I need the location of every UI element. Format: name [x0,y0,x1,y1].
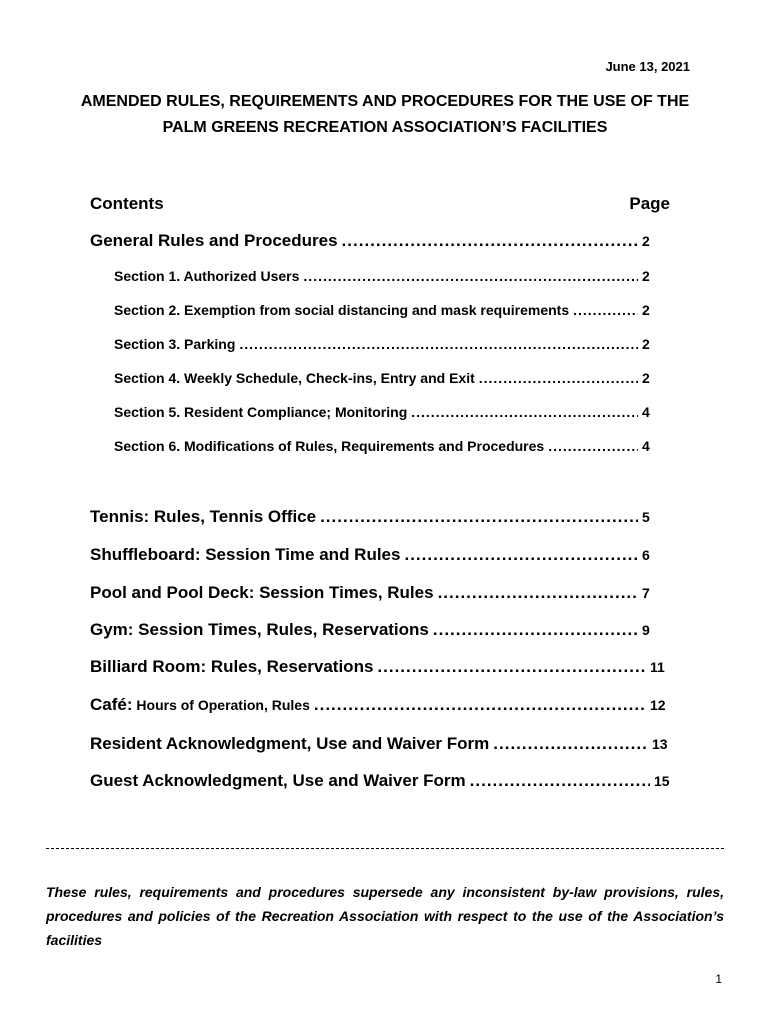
dot-leader [239,336,638,352]
toc-label: Tennis: Rules, Tennis Office [90,507,317,526]
page-number: 1 [715,972,722,986]
dot-leader [303,268,638,284]
dot-leader [438,583,638,603]
toc-label: Pool and Pool Deck: Session Times, Rules [90,583,434,602]
toc-label [90,695,310,715]
toc-entry-billiard [90,657,674,677]
toc-entry-section-5 [114,404,666,420]
toc-label: Section 1. Authorized Users [114,268,300,284]
supersede-note: These rules, requirements and procedures supersede any inconsistent by-law provisions, rules, procedures and policies of the Recreation Association with respect to the use of the Association’s facilities [46,884,724,948]
dot-leader [479,370,638,386]
toc-page: 2 [642,233,650,249]
toc-entry-section-1 [114,268,666,284]
toc-page: 2 [642,302,650,318]
toc-page: 4 [642,404,650,420]
toc-label: Resident Acknowledgment, Use and Waiver Form [90,734,490,753]
dot-leader [314,695,646,715]
toc-page: 11 [650,659,665,675]
page-heading: Page [629,194,670,213]
toc-entry-section-2 [114,302,666,318]
toc-label: Section 5. Resident Compliance; Monitoring [114,404,408,420]
dot-leader [493,734,648,754]
toc-page: 2 [642,336,650,352]
contents-heading: Contents [90,194,164,213]
toc-label: Shuffleboard: Session Time and Rules [90,545,401,564]
dot-leader [470,771,650,791]
toc-label: Gym: Session Times, Rules, Reservations [90,620,429,639]
toc-page: 15 [654,773,670,789]
dot-leader [573,302,638,318]
dot-leader [342,231,638,251]
title-line-1: AMENDED RULES, REQUIREMENTS AND PROCEDURES FOR THE USE OF THE [80,93,690,110]
toc-entry-tennis [90,507,666,527]
dashed-divider [46,848,724,849]
toc-page: 13 [652,736,668,752]
toc-page: 2 [642,268,650,284]
toc-entry-resident-form [90,734,676,754]
dot-leader [377,657,646,677]
toc-entry-general-rules [90,231,666,251]
document-date: June 13, 2021 [605,59,690,74]
toc-entry-section-6 [114,438,666,454]
toc-page: 7 [642,585,650,601]
toc-entry-section-4 [114,370,666,386]
toc-label: Guest Acknowledgment, Use and Waiver Form [90,771,466,790]
toc-page: 6 [642,547,650,563]
toc-label: Section 3. Parking [114,336,236,352]
toc-label-sub: Hours of Operation, Rules [132,697,310,713]
toc-label: General Rules and Procedures [90,231,338,250]
toc-page: 5 [642,509,650,525]
toc-page: 4 [642,438,650,454]
toc-entry-guest-form [90,771,678,791]
toc-entry-section-3 [114,336,666,352]
toc-page: 2 [642,370,650,386]
dot-leader [411,404,638,420]
toc-entry-shuffleboard [90,545,666,565]
toc-page: 9 [642,622,650,638]
dot-leader [433,620,638,640]
toc-page: 12 [650,697,666,713]
document-title [0,89,770,141]
toc-label: Section 6. Modifications of Rules, Requirements and Procedures [114,438,545,454]
dot-leader [404,545,638,565]
toc-label: Billiard Room: Rules, Reservations [90,657,374,676]
toc-label: Section 4. Weekly Schedule, Check-ins, Entry and Exit [114,370,475,386]
toc-entry-gym [90,620,666,640]
dot-leader [548,438,638,454]
dot-leader [320,507,638,527]
toc-label: Section 2. Exemption from social distancing and mask requirements [114,302,570,318]
toc-label-main: Café: [90,695,133,714]
title-line-2: PALM GREENS RECREATION ASSOCIATION’S FACILITIES [162,119,608,136]
toc-entry-pool [90,583,666,603]
toc-entry-cafe [90,695,674,715]
